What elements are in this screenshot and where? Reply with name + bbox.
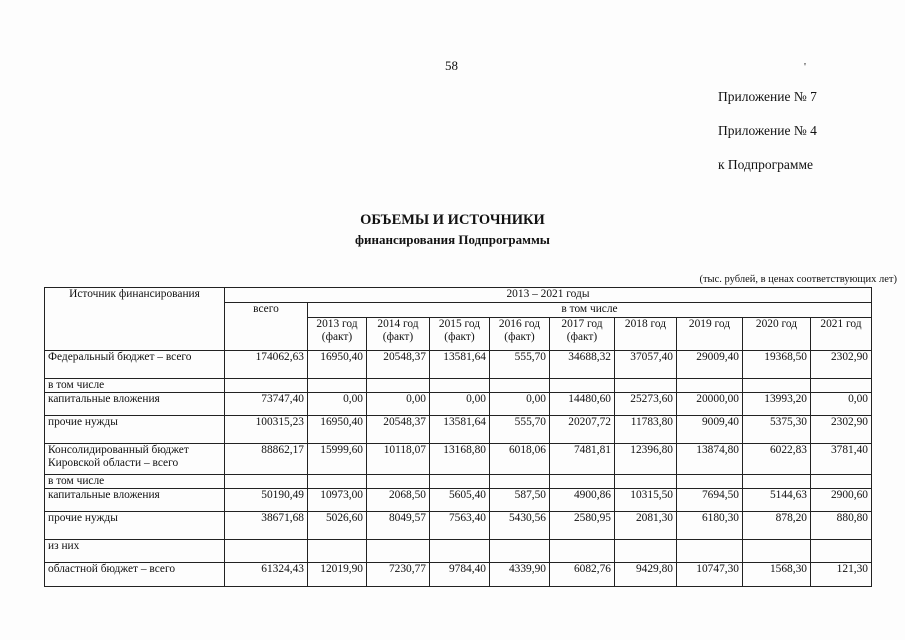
year-value-cell: 5026,60 <box>308 511 367 539</box>
year-value-cell <box>490 539 550 562</box>
table-row <box>45 488 872 511</box>
year-value-cell: 2900,60 <box>811 488 872 511</box>
year-header: 2013 год (факт) <box>308 318 367 351</box>
year-value-cell: 20207,72 <box>550 416 615 444</box>
year-value-cell: 13581,64 <box>430 416 490 444</box>
year-value-cell: 121,30 <box>811 562 872 586</box>
row-label: из них <box>45 539 225 562</box>
table-row <box>45 379 872 393</box>
year-value-cell <box>677 475 743 489</box>
year-value-cell: 15999,60 <box>308 444 367 475</box>
year-value-cell: 19368,50 <box>743 351 811 379</box>
year-value-cell: 8049,57 <box>367 511 430 539</box>
year-value-cell: 3781,40 <box>811 444 872 475</box>
year-value-cell <box>490 379 550 393</box>
year-value-cell <box>677 539 743 562</box>
year-value-cell: 10315,50 <box>615 488 677 511</box>
year-value-cell: 6180,30 <box>677 511 743 539</box>
total-cell: 174062,63 <box>225 351 308 379</box>
row-label: в том числе <box>45 475 225 489</box>
total-cell <box>225 379 308 393</box>
year-value-cell: 6082,76 <box>550 562 615 586</box>
year-value-cell: 10118,07 <box>367 444 430 475</box>
total-cell <box>225 539 308 562</box>
appendix-line-1: Приложение № 7 <box>718 89 817 104</box>
year-value-cell: 6018,06 <box>490 444 550 475</box>
table-row <box>45 562 872 586</box>
year-value-cell: 2580,95 <box>550 511 615 539</box>
year-value-cell: 6022,83 <box>743 444 811 475</box>
appendix-line-2: Приложение № 4 <box>718 123 817 138</box>
table-row <box>45 393 872 416</box>
row-label: в том числе <box>45 379 225 393</box>
row-label: Консолидированный бюджет Кировской области – всего <box>45 444 225 475</box>
table-row <box>45 539 872 562</box>
year-value-cell: 12019,90 <box>308 562 367 586</box>
year-value-cell: 1568,30 <box>743 562 811 586</box>
year-value-cell <box>677 379 743 393</box>
year-header: 2015 год (факт) <box>430 318 490 351</box>
year-value-cell: 0,00 <box>367 393 430 416</box>
year-value-cell <box>550 475 615 489</box>
year-value-cell <box>743 539 811 562</box>
table-row <box>45 444 872 475</box>
table-row <box>45 416 872 444</box>
year-value-cell: 7481,81 <box>550 444 615 475</box>
period-header: 2013 – 2021 годы <box>225 288 872 303</box>
year-header: 2016 год (факт) <box>490 318 550 351</box>
row-label: прочие нужды <box>45 511 225 539</box>
year-value-cell: 5144,63 <box>743 488 811 511</box>
year-value-cell: 5430,56 <box>490 511 550 539</box>
year-value-cell: 9429,80 <box>615 562 677 586</box>
year-value-cell <box>490 475 550 489</box>
year-value-cell: 14480,60 <box>550 393 615 416</box>
page-number: 58 <box>445 58 458 73</box>
year-value-cell: 7230,77 <box>367 562 430 586</box>
year-value-cell: 880,80 <box>811 511 872 539</box>
source-header: Источник финансирования <box>45 288 225 351</box>
year-value-cell: 2302,90 <box>811 416 872 444</box>
year-header: 2019 год <box>677 318 743 351</box>
year-value-cell: 5375,30 <box>743 416 811 444</box>
row-label: Федеральный бюджет – всего <box>45 351 225 379</box>
total-header: всего <box>225 303 308 351</box>
year-value-cell <box>615 379 677 393</box>
table-row <box>45 511 872 539</box>
year-value-cell <box>308 379 367 393</box>
year-value-cell: 13993,20 <box>743 393 811 416</box>
year-value-cell <box>367 379 430 393</box>
year-value-cell: 12396,80 <box>615 444 677 475</box>
year-value-cell <box>367 475 430 489</box>
row-label: прочие нужды <box>45 416 225 444</box>
year-value-cell: 13874,80 <box>677 444 743 475</box>
year-value-cell <box>743 475 811 489</box>
including-header: в том числе <box>308 303 872 318</box>
year-header: 2018 год <box>615 318 677 351</box>
total-cell: 38671,68 <box>225 511 308 539</box>
year-value-cell: 10973,00 <box>308 488 367 511</box>
year-value-cell: 4339,90 <box>490 562 550 586</box>
total-cell: 61324,43 <box>225 562 308 586</box>
year-value-cell: 16950,40 <box>308 351 367 379</box>
table-row <box>45 351 872 379</box>
year-value-cell: 20548,37 <box>367 351 430 379</box>
year-value-cell: 34688,32 <box>550 351 615 379</box>
year-value-cell: 0,00 <box>811 393 872 416</box>
row-label: капитальные вложения <box>45 393 225 416</box>
year-header: 2017 год (факт) <box>550 318 615 351</box>
year-value-cell <box>743 379 811 393</box>
total-cell <box>225 475 308 489</box>
year-value-cell <box>615 475 677 489</box>
row-label: областной бюджет – всего <box>45 562 225 586</box>
year-value-cell <box>430 475 490 489</box>
year-value-cell: 0,00 <box>308 393 367 416</box>
year-value-cell: 587,50 <box>490 488 550 511</box>
year-value-cell: 2302,90 <box>811 351 872 379</box>
year-value-cell: 555,70 <box>490 351 550 379</box>
units-note: (тыс. рублей, в ценах соответствующих лет) <box>699 274 897 285</box>
year-value-cell <box>308 475 367 489</box>
year-value-cell <box>550 539 615 562</box>
table-row <box>45 475 872 489</box>
year-value-cell: 0,00 <box>430 393 490 416</box>
year-value-cell <box>550 379 615 393</box>
year-value-cell: 878,20 <box>743 511 811 539</box>
year-value-cell: 2068,50 <box>367 488 430 511</box>
year-value-cell: 9009,40 <box>677 416 743 444</box>
year-value-cell: 11783,80 <box>615 416 677 444</box>
year-value-cell: 13168,80 <box>430 444 490 475</box>
year-value-cell: 7563,40 <box>430 511 490 539</box>
total-cell: 100315,23 <box>225 416 308 444</box>
total-cell: 73747,40 <box>225 393 308 416</box>
total-cell: 88862,17 <box>225 444 308 475</box>
year-value-cell: 16950,40 <box>308 416 367 444</box>
corner-mark: ' <box>804 61 806 73</box>
document-subtitle: финансирования Подпрограммы <box>355 232 550 247</box>
year-value-cell <box>430 539 490 562</box>
row-label: капитальные вложения <box>45 488 225 511</box>
year-value-cell <box>615 539 677 562</box>
year-value-cell <box>367 539 430 562</box>
year-value-cell: 13581,64 <box>430 351 490 379</box>
year-value-cell: 29009,40 <box>677 351 743 379</box>
year-value-cell: 20548,37 <box>367 416 430 444</box>
year-value-cell <box>811 379 872 393</box>
year-value-cell <box>308 539 367 562</box>
year-value-cell <box>811 539 872 562</box>
year-header: 2021 год <box>811 318 872 351</box>
year-value-cell: 25273,60 <box>615 393 677 416</box>
year-value-cell: 5605,40 <box>430 488 490 511</box>
year-value-cell: 37057,40 <box>615 351 677 379</box>
appendix-line-3: к Подпрограмме <box>718 157 813 172</box>
year-header: 2020 год <box>743 318 811 351</box>
year-value-cell: 2081,30 <box>615 511 677 539</box>
year-value-cell: 20000,00 <box>677 393 743 416</box>
year-value-cell: 4900,86 <box>550 488 615 511</box>
financing-table <box>44 287 872 587</box>
year-value-cell <box>430 379 490 393</box>
total-cell: 50190,49 <box>225 488 308 511</box>
year-value-cell: 9784,40 <box>430 562 490 586</box>
year-value-cell: 10747,30 <box>677 562 743 586</box>
year-value-cell: 0,00 <box>490 393 550 416</box>
year-value-cell: 7694,50 <box>677 488 743 511</box>
year-header: 2014 год (факт) <box>367 318 430 351</box>
document-title: ОБЪЕМЫ И ИСТОЧНИКИ <box>360 212 545 228</box>
year-value-cell <box>811 475 872 489</box>
year-value-cell: 555,70 <box>490 416 550 444</box>
